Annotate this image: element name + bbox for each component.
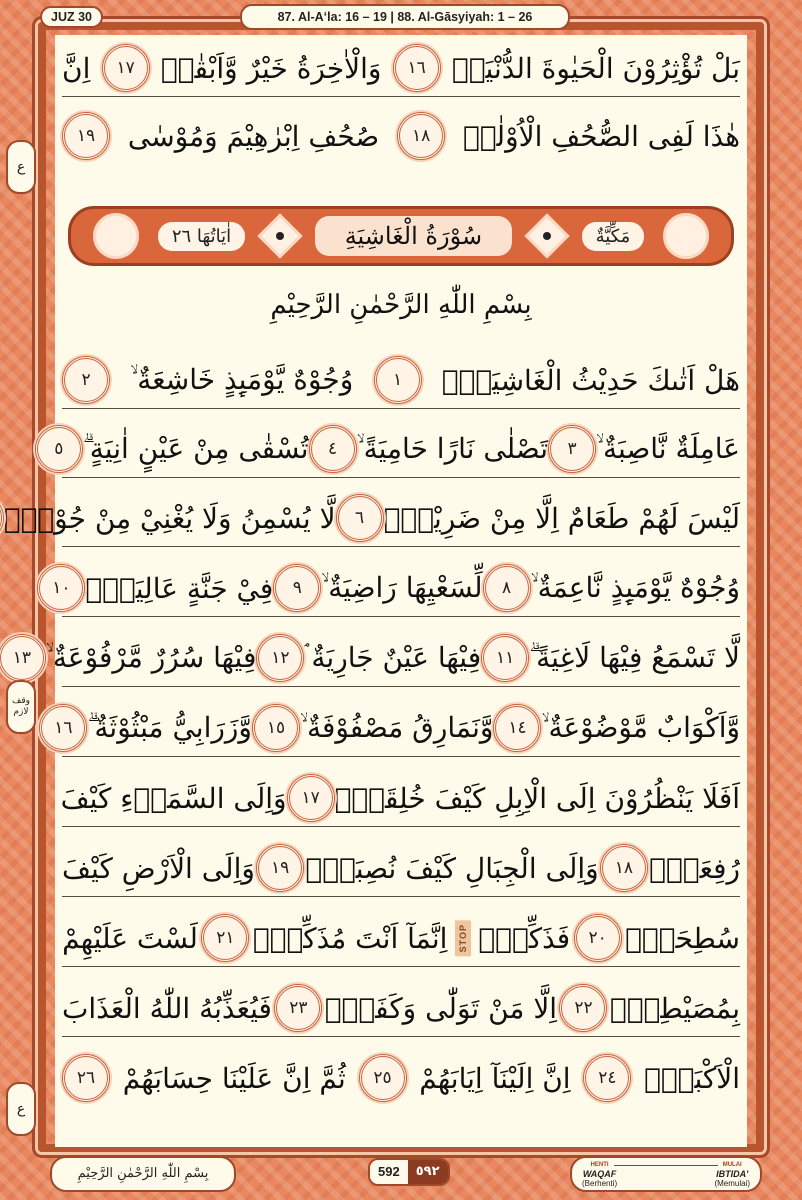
ayah-number-marker: ١٠ xyxy=(37,564,85,612)
verse-text: وَاِلَى السَّمَاۤءِ كَيْفَ xyxy=(60,781,287,815)
ayah-number-marker: ١٨ xyxy=(600,844,648,892)
verse-text: هَلْ اَتٰىكَ حَدِيْثُ الْغَاشِيَةِۗ xyxy=(441,363,740,397)
ayah-number-marker: ٢٥ xyxy=(359,1054,407,1102)
ayah-number-marker: ١٧ xyxy=(287,774,335,822)
verse-text: وَّاَكْوَابٌ مَّوْضُوْعَةٌ ۙ xyxy=(541,711,740,744)
verse-text: اِلَّا مَنْ تَوَلّٰى وَكَفَرَۙ xyxy=(324,991,558,1025)
verse-text: فِيْهَا عَيْنٌ جَارِيَةٌ ۘ xyxy=(304,641,482,674)
verse-text: لَيْسَ لَهُمْ طَعَامٌ اِلَّا مِنْ ضَرِيْعٍۙ xyxy=(383,501,740,535)
legend-waqaf: HENTI WAQAF (Berhenti) xyxy=(582,1162,618,1188)
verse-text: اِنَّمَآ اَنْتَ مُذَكِّرٌۙ xyxy=(252,921,448,955)
verse-text: اِنَّ xyxy=(62,51,91,85)
verse-text: فِيْهَا سُرُرٌ مَّرْفُوْعَةٌ ۙ xyxy=(45,641,257,674)
ayah-number-marker: ١٣ xyxy=(0,634,46,682)
ayah-number-marker: ٩ xyxy=(273,564,321,612)
verse-line xyxy=(62,980,740,1037)
ayah-number-marker: ٢١ xyxy=(201,914,249,962)
ayah-number-marker: ٢٤ xyxy=(583,1054,631,1102)
ayah-number-marker: ١٤ xyxy=(493,704,541,752)
verse-text: لَسْتَ عَلَيْهِمْ xyxy=(62,921,198,955)
verse-text: وَاِلَى الْجِبَالِ كَيْفَ نُصِبَتْۗ xyxy=(305,851,599,885)
ayah-number-marker: ٥ xyxy=(35,425,83,473)
verse-text: بَلْ تُؤْثِرُوْنَ الْحَيٰوةَ الدُّنْيَاۖ xyxy=(451,51,740,85)
banner-cap-right-icon xyxy=(663,213,709,259)
ayah-number-marker: ٢٣ xyxy=(274,984,322,1032)
surah-name: سُوْرَةُ الْغَاشِيَةِ xyxy=(315,216,512,256)
footer-basmala: بِسْمِ اللّٰهِ الرَّحْمٰنِ الرَّحِيْمِ xyxy=(50,1156,236,1192)
ayah-number-marker: ٣ xyxy=(548,425,596,473)
verse-line xyxy=(3,490,740,547)
page-number xyxy=(368,1158,450,1186)
verse-text: تُسْقٰى مِنْ عَيْنٍ اٰنِيَةٍ ۗ xyxy=(82,432,309,465)
verse-text: لَّا تَسْمَعُ فِيْهَا لَاغِيَةً ۗ xyxy=(529,641,740,674)
page-number-arabic: ٥٩٢ xyxy=(408,1160,448,1184)
legend-divider xyxy=(614,1165,718,1166)
verse-text: عَامِلَةٌ نَّاصِبَةٌ ۙ xyxy=(596,432,740,465)
verse-line xyxy=(54,421,740,478)
verse-text: الْاَكْبَرَۗ xyxy=(644,1061,740,1095)
ayah-number-marker: ٦ xyxy=(336,494,384,542)
side-marker: ع xyxy=(6,140,36,194)
ayah-number-marker: ١٢ xyxy=(256,634,304,682)
verse-text: هٰذَا لَفِى الصُّحُفِ الْاُوْلٰىۙ xyxy=(462,119,740,153)
verse-line xyxy=(62,40,740,97)
verse-text: فَيُعَذِّبُهُ اللّٰهُ الْعَذَابَ xyxy=(62,991,272,1025)
surah-reference: 87. Al-Aʻla: 16 – 19 | 88. Al-Gāsyiyah: 1 – 26 xyxy=(240,4,570,30)
verse-text: تَصْلٰى نَارًا حَامِيَةً ۙ xyxy=(356,432,549,465)
verse-text: رُفِعَتْۗ xyxy=(649,851,740,885)
ayah-number-marker: ٢٦ xyxy=(62,1054,110,1102)
ayah-number-marker: ١٦ xyxy=(39,704,87,752)
diamond-ornament-icon xyxy=(524,213,569,258)
verse-text: اِنَّ اِلَيْنَآ اِيَابَهُمْ xyxy=(419,1061,571,1095)
verse-text: فَذَكِّرْۗ xyxy=(478,921,571,955)
juz-label: JUZ 30 xyxy=(40,6,103,28)
diamond-ornament-icon xyxy=(257,213,302,258)
verse-line xyxy=(62,352,740,409)
page-number-latin: 592 xyxy=(370,1160,408,1184)
ayah-number-marker: ٤ xyxy=(309,425,357,473)
verse-text: ثُمَّ اِنَّ عَلَيْنَا حِسَابَهُمْ xyxy=(122,1061,346,1095)
verse-text: وُجُوْهٌ يَّوْمَىِٕذٍ خَاشِعَةٌ ۙ xyxy=(130,363,354,396)
revelation-type: مَكِّيَّةٌ xyxy=(582,222,645,251)
verse-text: سُطِحَتْۗ xyxy=(625,921,740,955)
stop-tag: STOP xyxy=(455,920,471,956)
page-footer xyxy=(0,1150,802,1200)
surah-banner xyxy=(68,206,734,266)
side-marker: ع xyxy=(6,1082,36,1136)
banner-cap-left-icon xyxy=(93,213,139,259)
verse-text: وَّنَمَارِقُ مَصْفُوْفَةٌ ۙ xyxy=(299,711,494,744)
page-header xyxy=(0,0,802,40)
verse-text: وُجُوْهٌ يَّوْمَىِٕذٍ نَّاعِمَةٌ ۙ xyxy=(530,571,740,604)
verse-text: صُحُفِ اِبْرٰهِيْمَ وَمُوْسٰى xyxy=(127,119,380,153)
ayah-number-marker: ١٧ xyxy=(102,44,150,92)
verse-text: بِمُصَيْطِرٍۙ xyxy=(609,991,740,1025)
ayah-number-marker: ٢٢ xyxy=(559,984,607,1032)
legend-ibtida: MULAI IBTIDA' (Memulai) xyxy=(714,1162,750,1188)
verse-line xyxy=(54,700,740,757)
verse-line xyxy=(62,770,740,827)
ayah-number-marker: ١٩ xyxy=(62,112,110,160)
ayah-number-marker: ١٥ xyxy=(252,704,300,752)
verse-line xyxy=(62,1050,740,1106)
ayah-number-marker: ١ xyxy=(374,356,422,404)
basmala: بِسْمِ اللّٰهِ الرَّحْمٰنِ الرَّحِيْمِ xyxy=(270,290,532,320)
verse-text: وَّزَرَابِيُّ مَبْثُوْثَةٌ ۗ xyxy=(87,711,252,744)
ayah-number-marker: ١٨ xyxy=(397,112,445,160)
ayah-number-marker: ٨ xyxy=(483,564,531,612)
ayah-number-marker: ١٩ xyxy=(256,844,304,892)
verse-line xyxy=(52,560,740,617)
ayah-number-marker: ٢ xyxy=(62,356,110,404)
verse-text: وَاِلَى الْاَرْضِ كَيْفَ xyxy=(62,851,255,885)
verse-line xyxy=(62,108,740,164)
waqaf-ibtida-legend xyxy=(570,1156,762,1192)
ayah-count: اٰيَاتُهَا ٢٦ xyxy=(158,222,245,251)
side-marker: وقف لازم xyxy=(6,680,36,734)
ayah-number-marker: ٢٠ xyxy=(574,914,622,962)
verse-text: لَّا يُسْمِنُ وَلَا يُغْنِيْ مِنْ جُوْعٍۗ xyxy=(3,501,336,535)
ayah-number-marker: ١١ xyxy=(481,634,529,682)
verse-line xyxy=(62,910,740,967)
verse-text: اَفَلَا يَنْظُرُوْنَ اِلَى الْاِبِلِ كَيْفَ خُلِقَتْۗ xyxy=(334,781,740,815)
verse-line xyxy=(62,840,740,897)
ayah-number-marker: ١٦ xyxy=(393,44,441,92)
verse-text: لِّسَعْيِهَا رَاضِيَةٌ ۙ xyxy=(321,571,483,604)
verse-text: وَالْاٰخِرَةُ خَيْرٌ وَّاَبْقٰىۗ xyxy=(160,51,382,85)
verse-text: فِيْ جَنَّةٍ عَالِيَةٍۙ xyxy=(85,571,274,605)
verse-line xyxy=(12,630,740,687)
